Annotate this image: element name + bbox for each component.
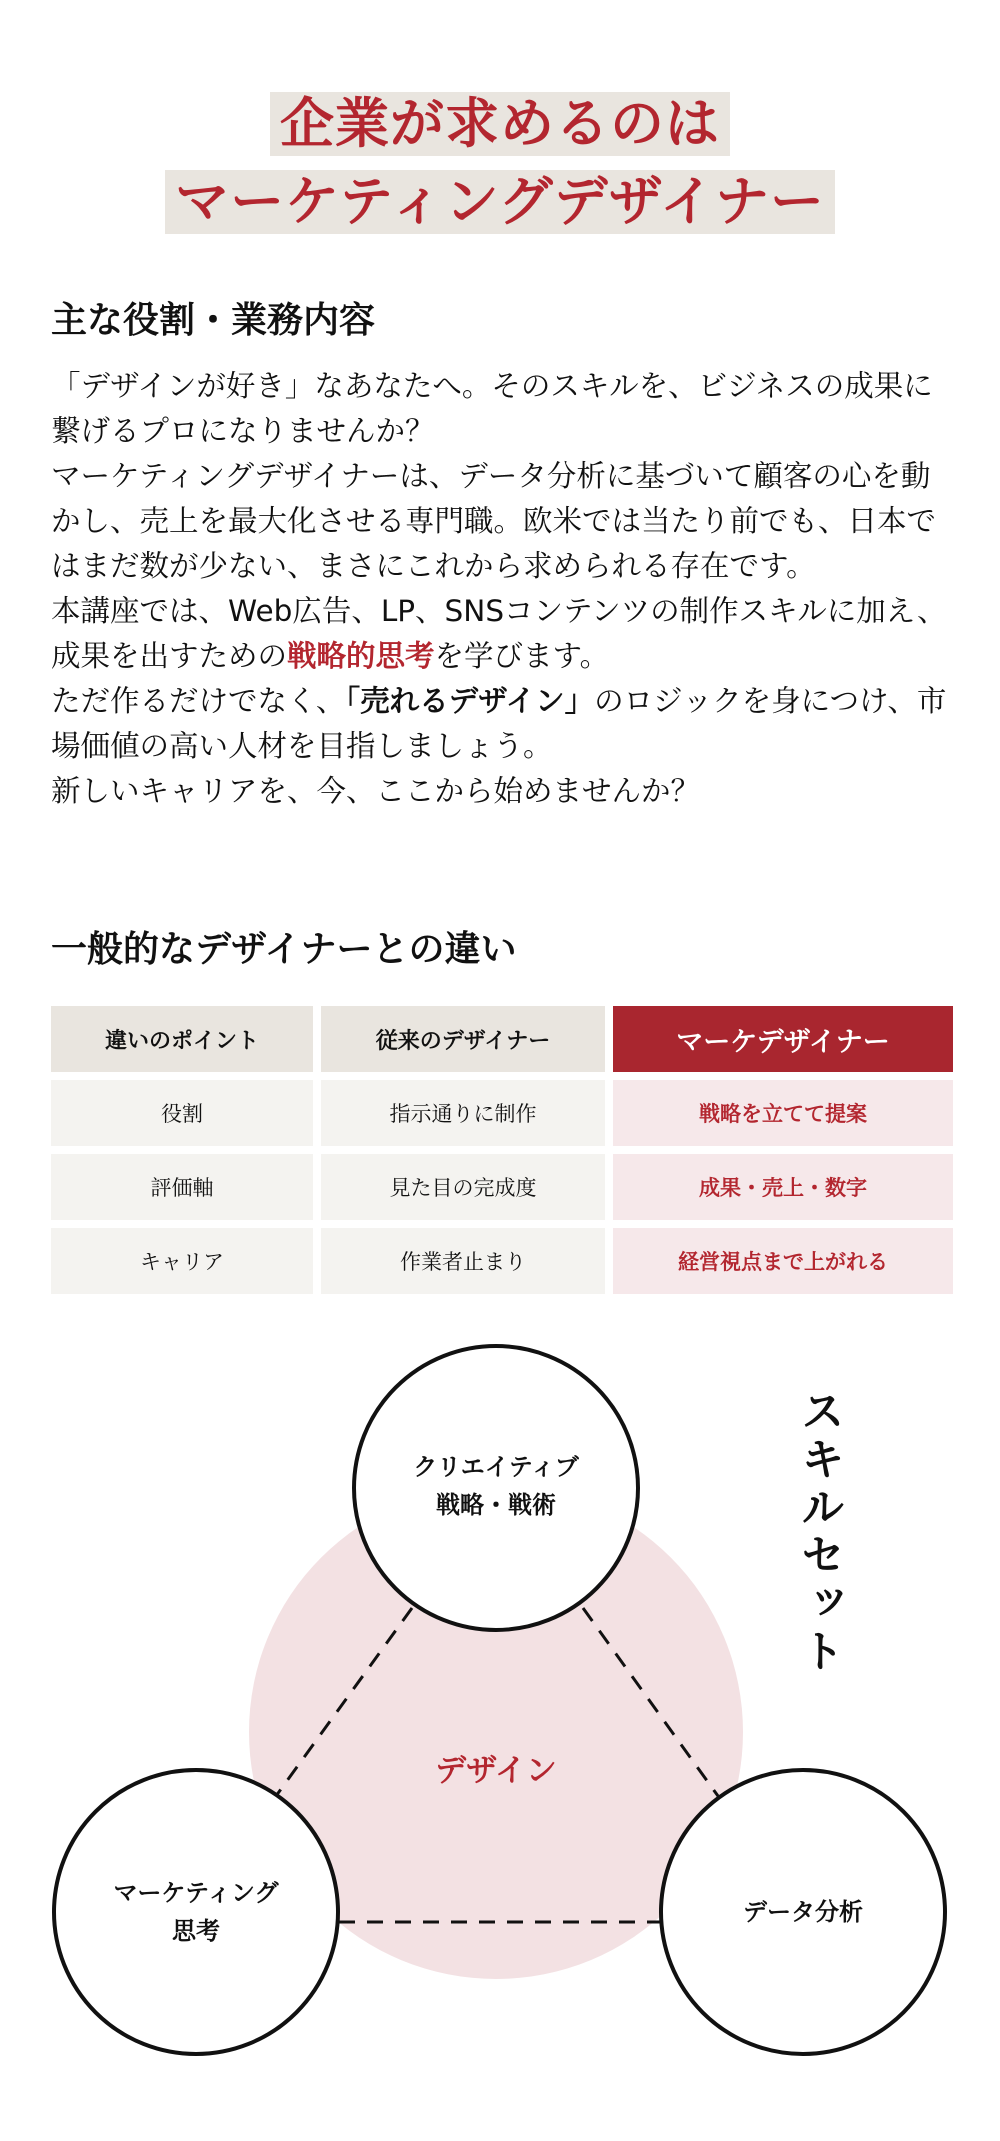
roles-paragraph-3: [51, 589, 956, 679]
roles-paragraph-2: マーケティングデザイナーは、データ分析に基づいて顧客の心を動かし、売上を最大化させる専門職。欧米では当たり前でも、日本ではまだ数が少ない、まさにこれから求められる存在です。: [51, 459, 937, 583]
marketing-cell: 経営視点まで上がれる: [613, 1228, 953, 1294]
data-analysis-label-line: データ分析: [743, 1898, 863, 1926]
hero-line-2: マーケティングデザイナー: [165, 170, 835, 234]
data-analysis-label: [683, 1893, 923, 1931]
marketing-label-line-1: マーケティング: [113, 1879, 279, 1907]
marketing-cell: 戦略を立てて提案: [613, 1080, 953, 1146]
header-marketing-designer: マーケデザイナー: [613, 1006, 953, 1072]
skill-set-title: スキルセット: [793, 1388, 844, 1676]
table-row: [51, 1154, 953, 1220]
traditional-cell: 見た目の完成度: [321, 1154, 605, 1220]
marketing-cell: 成果・売上・数字: [613, 1154, 953, 1220]
roles-paragraph-4-end: のロジックを身につけ、市場価値の高い人材を目指しましょう。: [51, 684, 947, 763]
row-label: 役割: [51, 1080, 313, 1146]
row-label: 評価軸: [51, 1154, 313, 1220]
roles-description: [51, 364, 956, 814]
creative-strategy-label: [376, 1448, 616, 1524]
comparison-header-row: [51, 1006, 953, 1072]
skill-set-diagram: [0, 1330, 1000, 2090]
roles-paragraph-1: 「デザインが好き」なあなたへ。そのスキルを、ビジネスの成果に繋げるプロになりませんか？: [51, 369, 933, 448]
comparison-section-title: 一般的なデザイナーとの違い: [51, 929, 517, 970]
table-row: [51, 1228, 953, 1294]
design-center-label: デザイン: [435, 1753, 557, 1789]
marketing-label-line-2: 思考: [172, 1917, 220, 1945]
traditional-cell: 作業者止まり: [321, 1228, 605, 1294]
selling-design-emphasis: 「売れるデザイン」: [345, 684, 595, 718]
table-row: [51, 1080, 953, 1146]
creative-label-line-1: クリエイティブ: [413, 1453, 579, 1481]
hero-heading: [0, 92, 1000, 234]
roles-paragraph-5: 新しいキャリアを、今、ここから始めませんか？: [51, 774, 701, 808]
roles-paragraph-4: [51, 679, 956, 769]
marketing-thinking-label: [76, 1874, 316, 1950]
traditional-cell: 指示通りに制作: [321, 1080, 605, 1146]
roles-paragraph-3-end: を学びます。: [434, 639, 610, 673]
header-traditional-designer: 従来のデザイナー: [321, 1006, 605, 1072]
creative-label-line-2: 戦略・戦術: [436, 1491, 556, 1519]
header-point: 違いのポイント: [51, 1006, 313, 1072]
hero-line-1: 企業が求めるのは: [270, 92, 730, 156]
strategic-thinking-highlight: 戦略的思考: [287, 639, 435, 673]
roles-paragraph-3-text: 本講座では、Web広告、LP、SNSコンテンツの制作スキルに加え、成果を出すための: [51, 594, 947, 673]
roles-section-title: 主な役割・業務内容: [51, 300, 376, 341]
roles-paragraph-4-text: ただ作るだけでなく、: [51, 684, 346, 718]
row-label: キャリア: [51, 1228, 313, 1294]
comparison-table: [43, 998, 961, 1302]
